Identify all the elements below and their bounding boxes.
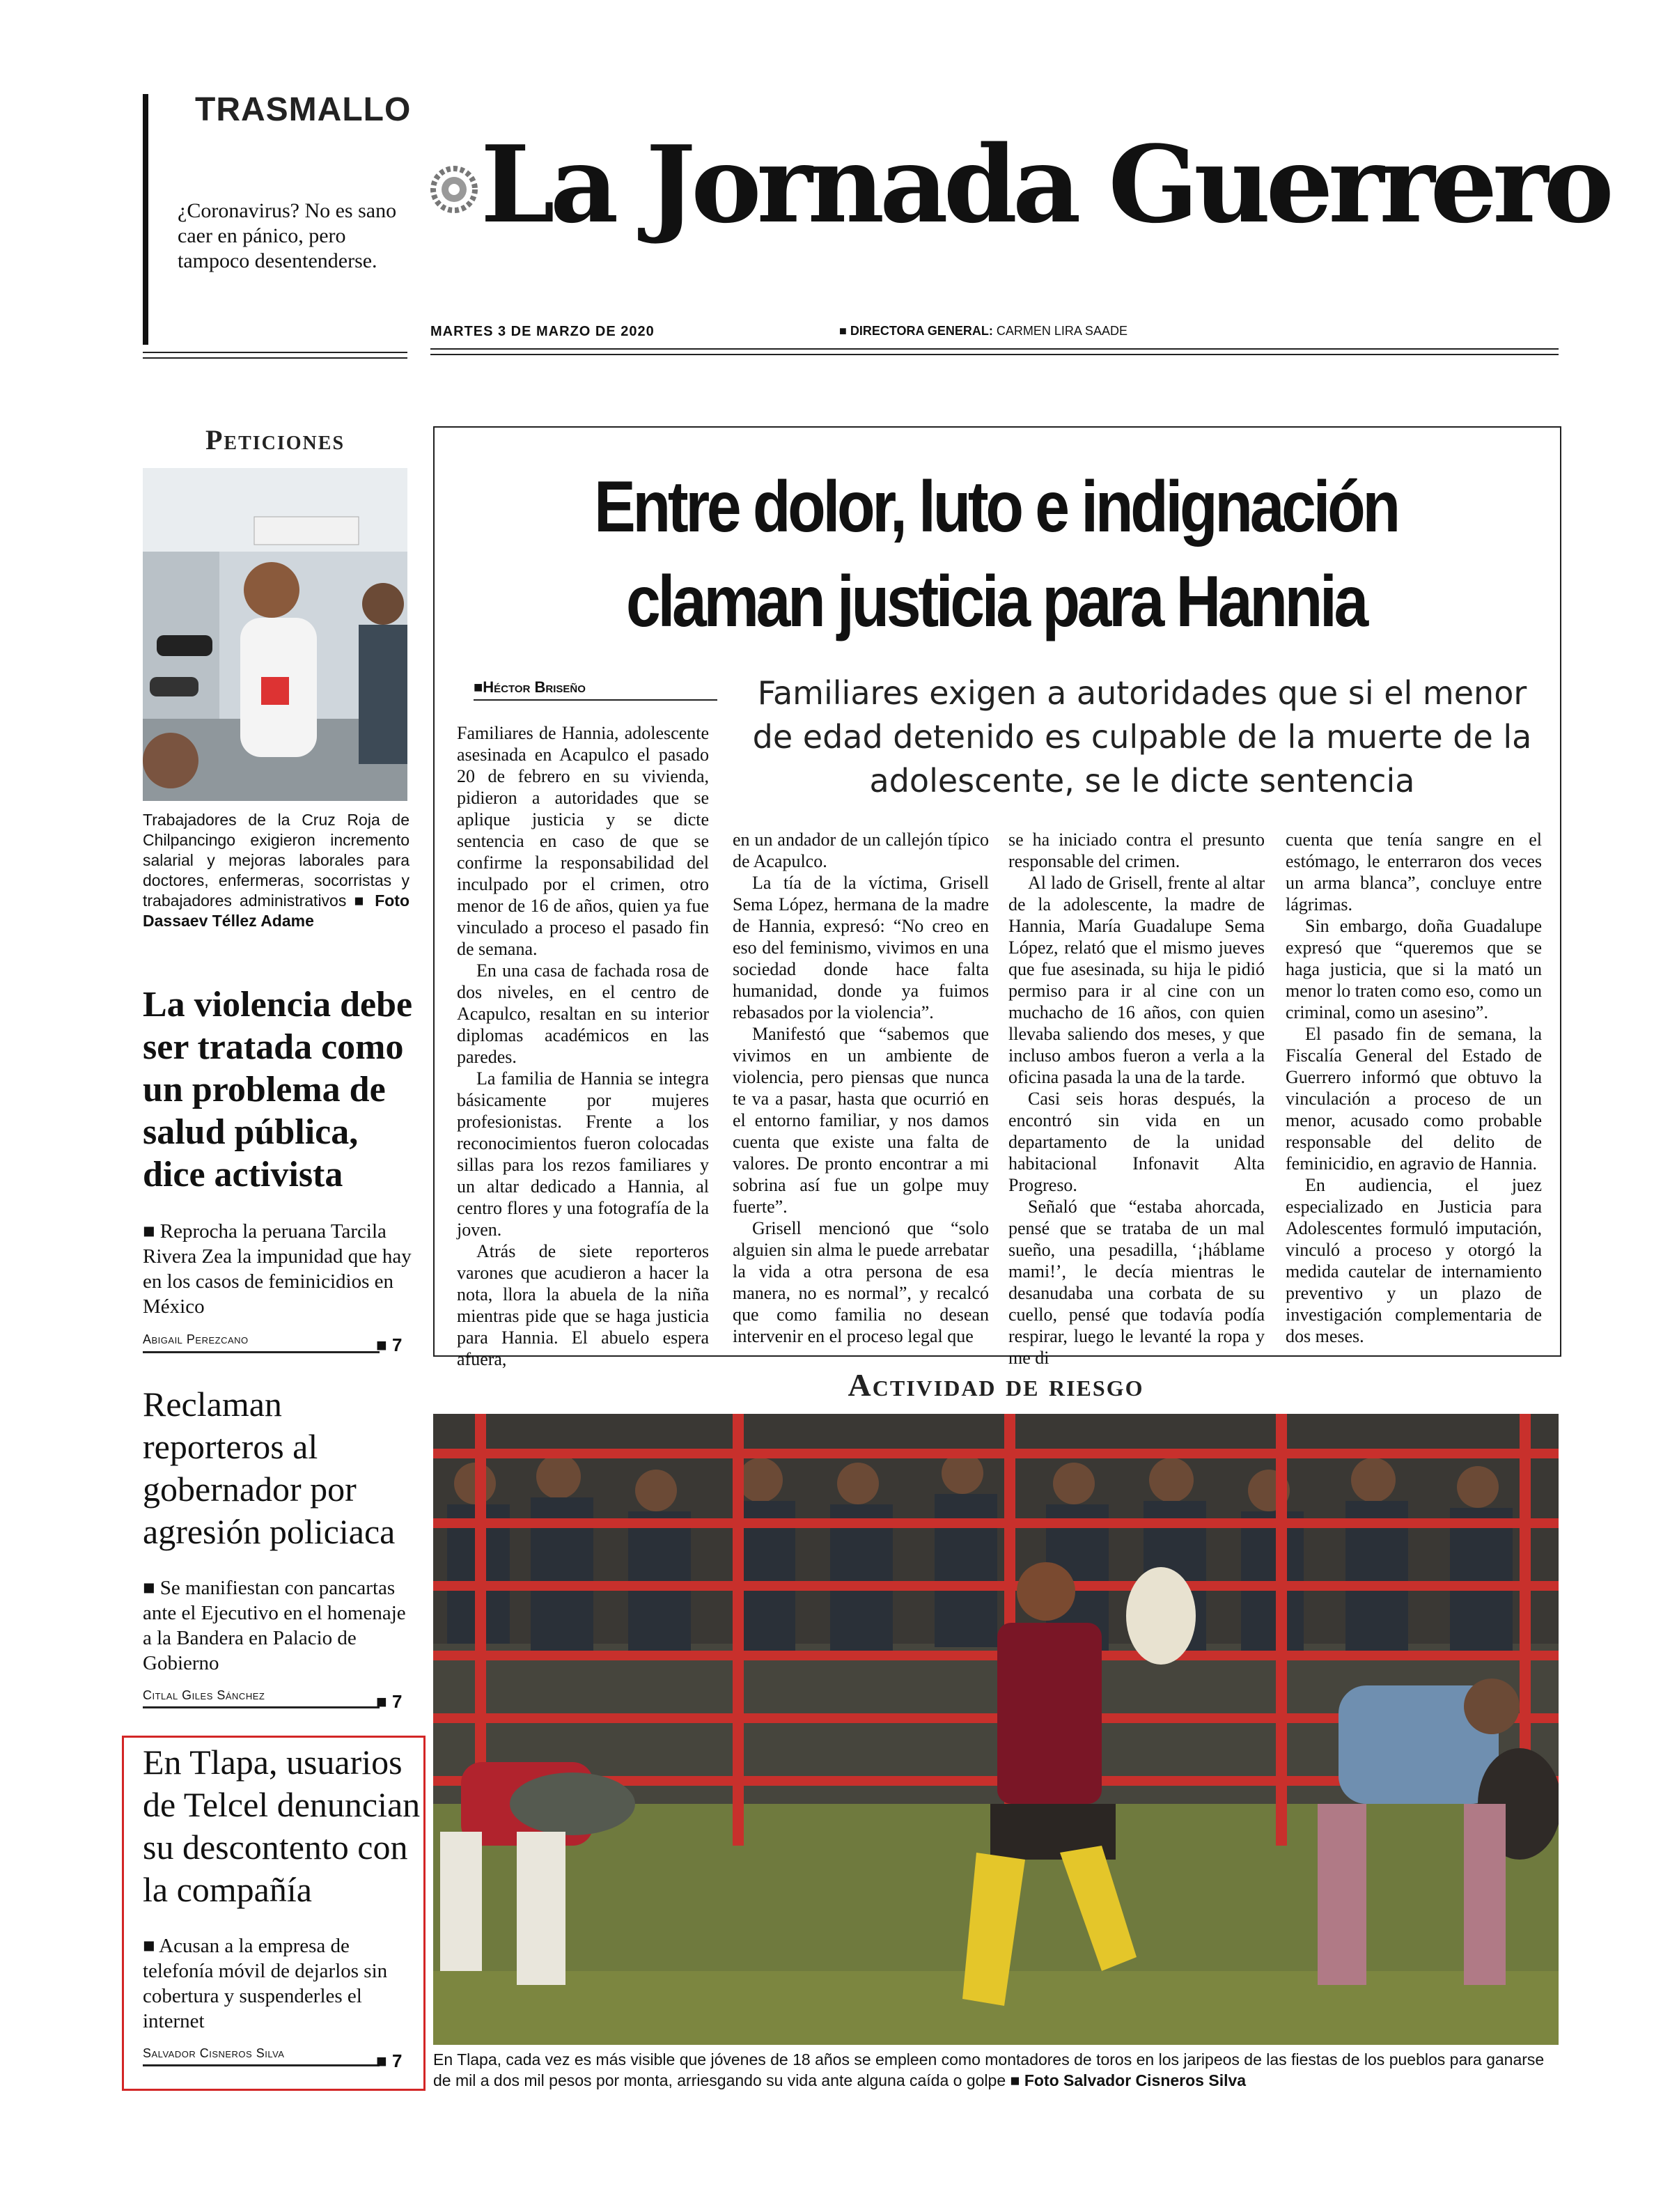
article-column-2 [733, 829, 989, 1347]
peticiones-kicker: Peticiones [205, 424, 345, 455]
masthead-rule [430, 348, 1559, 355]
jaripeo-photo-credit: Foto Salvador Cisneros Silva [1024, 2071, 1247, 2089]
telcel-dek-text: Acusan a la empresa de telefonía móvil de dejarlos sin cobertura y suspenderles el internet [143, 1935, 388, 2032]
violencia-byline: Abigail Perezcano [143, 1332, 249, 1346]
trasmallo-text: ¿Coronavirus? No es sano caer en pánico, pero tampoco desentenderse. [178, 199, 397, 272]
peticiones-caption-text: Trabajadores de la Cruz Roja de Chilpancingo exigieron incremento salarial y mejoras laborales para doctores, enfermeras, socorristas y trabajadores administrativos [143, 811, 409, 910]
reporteros-rule [143, 1706, 380, 1708]
telcel-dek: ■ Acusan a la empresa de telefonía móvil de dejarlos sin cobertura y suspenderles el internet [143, 1935, 388, 2032]
violencia-dek-text: Reprocha la peruana Tarcila Rivera Zea la impunidad que hay en los casos de feminicidios en México [143, 1220, 412, 1318]
paragraph: Sin embargo, doña Guadalupe expresó que “queremos que se haga justicia, que si la mató un menor lo traten como eso, como un criminal, como un asesino”. [1286, 916, 1542, 1022]
paragraph: Grisell mencionó que “solo alguien sin alma le puede arrebatar la vida a otra persona de esa manera, no es normal”, y recalcó que como familia no desean intervenir en el proceso legal que [733, 1218, 989, 1346]
actividad-kicker: Actividad de riesgo [848, 1367, 1144, 1403]
main-byline-text: Héctor Briseño [483, 678, 586, 696]
paragraph: Señaló que “estaba ahorcada, pensé que se trataba de un mal sueño, una pesadilla, ‘¡háblame mami!’, le decía mientras le desanudaba una corbata de su cuello, pensé que todavía podía respirar, luego le levanté la ropa y me di [1008, 1197, 1265, 1368]
reporteros-headline[interactable]: Reclaman reporteros al gobernador por agresión policiaca [143, 1385, 396, 1551]
masthead-rule-left [143, 352, 407, 359]
main-byline: ■Héctor Briseño [474, 678, 717, 701]
article-column-3 [1008, 829, 1265, 1369]
paragraph: La tía de la víctima, Grisell Sema López, hermana de la madre de Hannia, expresó: “No creo en eso del feminismo, vivimos en una sociedad donde hace falta humanidad, donde ya fuimos rebasados por la violencia”. [733, 873, 989, 1022]
peticiones-caption: Trabajadores de la Cruz Roja de Chilpancingo exigieron incremento salarial y mejoras laborales para doctores, enfermeras, socorristas y trabajadores administrativos ■ Foto Dassaev Téllez Adame [143, 811, 409, 930]
paragraph: se ha iniciado contra el presunto responsable del crimen. [1008, 830, 1265, 871]
directora-label: DIRECTORA GENERAL: [850, 324, 993, 338]
peticiones-photo-credit: Foto Dassaev Téllez Adame [143, 891, 409, 930]
directora-line: ■ DIRECTORA GENERAL: CARMEN LIRA SAADE [839, 324, 1127, 338]
reporteros-page-number: 7 [391, 1691, 403, 1712]
paragraph: En audiencia, el juez especializado en Justicia para Adolescentes formuló imputación, vinculó a proceso y otorgó la medida cautelar de internamiento preventivo y un plazo de investigación complementaria de dos meses. [1286, 1175, 1542, 1346]
violencia-page-number: 7 [391, 1334, 403, 1355]
logo-emblem-icon [426, 162, 482, 217]
article-column-1 [457, 722, 709, 1370]
paragraph: Familiares de Hannia, adolescente asesinada en Acapulco el pasado 20 de febrero en su vivienda, pidieron a autoridades que se aplique justicia y se dicte sentencia en caso de que se confirme la responsabilidad del inculpado por el crimen, otro menor de 16 de años, quien ya fue vinculado a proceso el pasado fin de semana. [457, 723, 709, 959]
paragraph: Casi seis horas después, la encontró sin vida en un departamento de la unidad habitacional Infonavit Alta Progreso. [1008, 1089, 1265, 1195]
directora-name: CARMEN LIRA SAADE [996, 324, 1127, 338]
cruz-roja-photo [143, 468, 407, 801]
reporteros-dek: ■ Se manifiestan con pancartas ante el Ejecutivo en el homenaje a la Bandera en Palacio de Gobierno [143, 1577, 406, 1674]
violencia-rule [143, 1351, 380, 1353]
violencia-page-ref[interactable]: ■ 7 [376, 1334, 403, 1355]
telcel-page-ref[interactable]: ■ 7 [376, 2050, 403, 2071]
reporteros-byline: Citlal Giles Sánchez [143, 1688, 265, 1702]
reporteros-page-ref[interactable]: ■ 7 [376, 1691, 403, 1712]
jaripeo-caption: En Tlapa, cada vez es más visible que jóvenes de 18 años se empleen como montadores de toros en los jaripeos de las fiestas de los pueblos para ganarse de mil a dos mil pesos por monta, arriesgando su vida ante alguna caída o golpe ■ Foto Salvador Cisneros Silva [433, 2050, 1545, 2089]
main-headline[interactable]: Entre dolor, luto e indignación claman justicia para Hannia [594, 467, 1398, 642]
trasmallo-title: TRASMALLO [195, 91, 412, 128]
edition-date: MARTES 3 DE MARZO DE 2020 [430, 324, 655, 339]
paragraph: en un andador de un callejón típico de Acapulco. [733, 830, 989, 871]
main-dek: Familiares exigen a autoridades que si el menor de edad detenido es culpable de la muerte de la adolescente, se le dicte sentencia [752, 674, 1532, 800]
paragraph: Atrás de siete reporteros varones que acudieron a hacer la nota, llora la abuela de la niña mientras pide que se haga justicia para Hannia. El abuelo espera afuera, [457, 1241, 709, 1369]
jaripeo-photo [433, 1414, 1559, 2045]
jaripeo-caption-text: En Tlapa, cada vez es más visible que jóvenes de 18 años se empleen como montadores de toros en los jaripeos de las fiestas de los pueblos para ganarse de mil a dos mil pesos por monta, arriesgando su vida ante alguna caída o golpe [433, 2050, 1545, 2089]
telcel-rule [143, 2064, 380, 2066]
violencia-dek: ■ Reprocha la peruana Tarcila Rivera Zea la impunidad que hay en los casos de feminicidios en México [143, 1220, 412, 1318]
masthead-logo[interactable]: La Jornada Guerrero [481, 122, 1609, 247]
paragraph: Al lado de Grisell, frente al altar de la adolescente, la madre de Hannia, María Guadalupe Sema López, relató que el mismo jueves que fue asesinada, su hija le pidió permiso para ir al cine con un muchacho de 16 años, con quien llevaba saliendo dos meses, y que incluso ambos fueron a verla a la oficina pasada la una de la tarde. [1008, 873, 1265, 1087]
telcel-byline: Salvador Cisneros Silva [143, 2046, 285, 2060]
violencia-headline[interactable]: La violencia debe ser tratada como un problema de salud pública, dice activista [143, 985, 413, 1194]
paragraph: cuenta que tenía sangre en el estómago, le enterraron dos veces un arma blanca”, concluye entre lágrimas. [1286, 830, 1542, 914]
telcel-headline[interactable]: En Tlapa, usuarios de Telcel denuncian su descontento con la compañía [143, 1743, 421, 1909]
paragraph: En una casa de fachada rosa de dos niveles, en el centro de Acapulco, resaltan en su interior diplomas académicos en las paredes. [457, 960, 709, 1067]
telcel-page-number: 7 [391, 2050, 403, 2071]
paragraph: El pasado fin de semana, la Fiscalía General del Estado de Guerrero informó que obtuvo la vinculación a proceso de un menor, acusado como probable responsable del delito de feminicidio, en agravio de Hannia. [1286, 1024, 1542, 1174]
paragraph: La familia de Hannia se integra básicamente por mujeres profesionistas. Frente a los reconocimientos fueron colocadas sillas para los rezos familiares y un altar dedicado a Hannia, al centro flores y una fotografía de la joven. [457, 1068, 709, 1240]
paragraph: Manifestó que “sabemos que vivimos en un ambiente de violencia, pero piensas que nunca te va a pasar, hasta que ocurrió en el entorno familiar, y nos damos cuenta que existe una falta de valores. De pronto encontrar a mi sobrina así fue un golpe muy fuerte”. [733, 1024, 989, 1217]
article-column-4 [1286, 829, 1542, 1347]
reporteros-dek-text: Se manifiestan con pancartas ante el Ejecutivo en el homenaje a la Bandera en Palacio de Gobierno [143, 1577, 406, 1674]
